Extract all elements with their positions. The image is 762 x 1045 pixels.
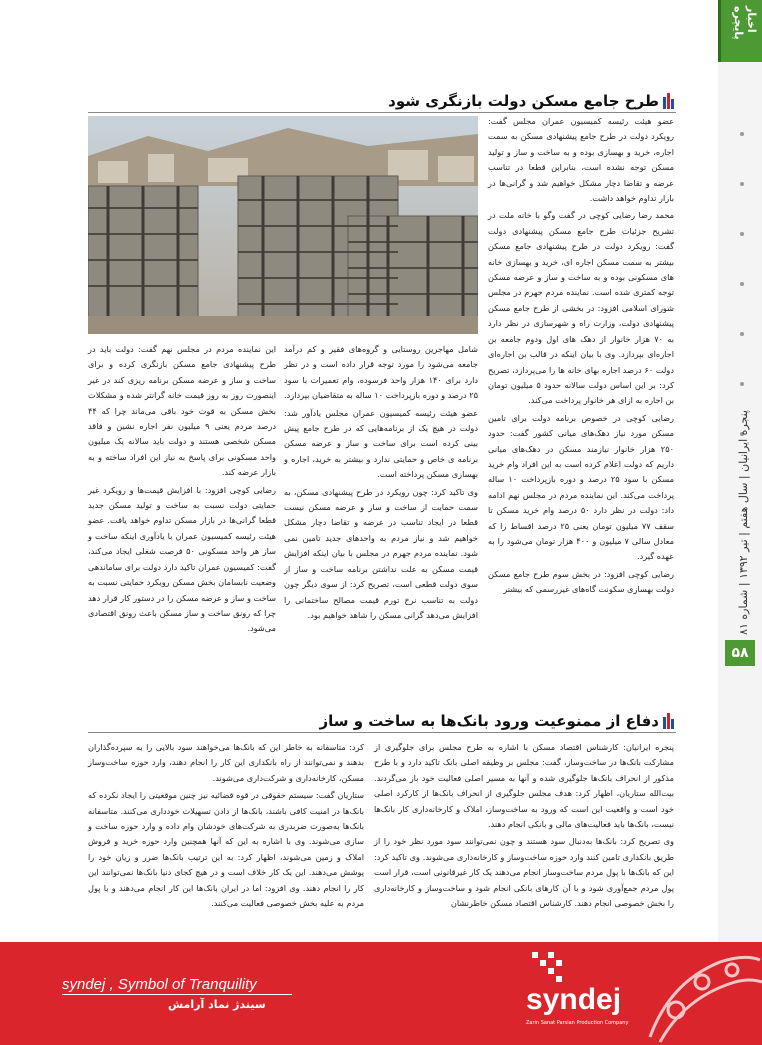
- paragraph: عضو هیئت رئیسه کمیسیون عمران مجلس یادآور شد: دولت در هیچ یک از برنامه‌هایی که در طرح جامع پیش بینی کرده است برای ساخت و ساز و عرضه مسکن برنامه ی خاص و حمایتی ندارد و بیشتر به خرید، اجاره و بهسازی مسکن پرداخته است.: [284, 407, 478, 480]
- article-title: [388, 92, 674, 110]
- paragraph: ستاریان گفت: سیستم حقوقی در قوه قضائیه نیز چنین موقعیتی را ایجاد نکرده که بانک‌ها در امنیت کافی باشند، بانک‌ها از دادن تسهیلات خودداری می‌کنند. متاسفانه بانک‌ها به‌صورت ضربدری به شرکت‌های خودشان وام داده و وارد حوزه ساخت و سازی می‌شوند. وی با اشاره به این که آنها همچنین وارد حوزه خرید و فروش املاک و زمین می‌شوند، اظهار کرد: به این ترتیب بانک‌ها ضرر و زیان خود را پوشش می‌دهند. این یک کار خلاف است و در هیچ کجای دنیا بانک‌ها نمی‌توانند این کار را انجام دهند. وی افزود: اما در ایران بانک‌ها این کار انجام می‌دهند و با پول مردم به علیه بخش خصوصی فعالیت می‌کنند.: [88, 790, 364, 909]
- page-number: ۵۸: [725, 640, 755, 666]
- paragraph: عضو هیئت رئیسه کمیسیون عمران مجلس گفت: رویکرد دولت در طرح جامع پیشنهادی مسکن به سمت اجاره، خرید و بهسازی بوده و به ساخت و ساز و تولید مسکن توجه نشده است، بنابراین قطعا در تناسب عرضه و تقاضا دچار مشکل خواهیم شد و گرانی‌ها در بازار تداوم خواهد داشت.: [488, 116, 674, 204]
- issue-info: پنجره ایرانیان | سال هفتم | تیر ۱۳۹۲ | شماره ۸۱: [737, 410, 750, 635]
- construction-photo: [88, 116, 478, 334]
- paragraph: شامل مهاجرین روستایی و گروه‌های فقیر و کم درآمد جامعه می‌شود را مورد توجه قرار داده است و در نظر دارد برای ۱۴۰ هزار واحد فرسوده، وام تعمیرات با سود ۲۵ درصد و دوره بازپرداخت ۱۰ ساله به متقاضیان بپردازد.: [284, 344, 478, 401]
- building-icon: [663, 93, 674, 109]
- paragraph: محمد رضا رضایی کوچی در گفت وگو با خانه ملت در تشریح جزئیات طرح جامع مسکن پیشنهادی دولت گفت: رویکرد دولت در طرح پیشنهادی جامع مسکن بیشتر به سمت مسکن اجاره ای، خرید و بهسازی خانه های مسکونی بوده و به ساخت و ساز و عرضه مسکن توجه کمتری شده است. نماینده مردم جهرم در مجلس شورای اسلامی افزود: در بخشی از طرح جامع مسکن پیشنهادی دولت، وزارت راه و شهرسازی در نظر دارد به ۷۰ هزار خانوار از دهک های اول ودوم جامعه بن اجاره‌ای بپردازد. وی با بیان اینکه در قالب بن اجاره‌ای دولت ۶۰ درصد اجاره بهای خانه ها را می‌پردازد، تصریح کرد: بر این اساس دولت سالانه حدود ۵ میلیون تومان بن اجاره به ازای هر خانوار پرداخت می‌کند.: [488, 210, 675, 406]
- paragraph: وی تصریح کرد: بانک‌ها به‌دنبال سود هستند و چون نمی‌توانند سود مورد نظر خود را از طریق بانکداری تامین کنند وارد حوزه ساخت‌وساز و کارخانه‌داری می‌شوند. وی تاکید کرد: این که بانک‌ها با پول مردم ساخت‌وساز انجام می‌دهند یک کار غیرقانونی است، قرار است پول مردم جمع‌آوری شود و با آن کارهای بانکی انجام شود و ساخت‌وساز و کارخانه‌داری را بخش خصوصی انجام دهند. کارشناس اقتصاد مسکن خاطرنشان: [374, 836, 674, 909]
- ornament-icon: [640, 942, 762, 1045]
- dot-icon: [740, 132, 744, 136]
- tagline-en: syndej , Symbol of Tranquility: [62, 976, 257, 993]
- syndej-logo-icon: [530, 950, 566, 984]
- dot-icon: [740, 382, 744, 386]
- paragraph: رضایی کوچی در خصوص برنامه دولت برای تامین مسکن مورد نیاز دهک‌های میانی کشور گفت: حدود ۲۵۰ هزار خانوار نیازمند مسکن در دهک‌های میانی داریم که دولت اعلام کرده است به این افراد وام خرید مسکن با سود ۲۵ درصد و دوره بازپرداخت ۱۰ ساله پرداخت می‌کند. این نماینده مردم در مجلس نهم ادامه داد: دولت در نظر دارد ۵۰ درصد وام خرید مسکن تا سقف ۷۷ میلیون تومان یعنی ۲۵ درصد اقساط را که معادل سالی ۷ میلیون و ۴۰۰ هزار تومان می‌شود را به عهده گیرد.: [488, 412, 674, 562]
- dot-icon: [740, 332, 744, 336]
- dot-icon: [740, 232, 744, 236]
- title-rule: [88, 732, 676, 733]
- paragraph: کرد: متاسفانه به خاطر این که بانک‌ها می‌خواهند سود بالایی را به سپرده‌گذاران بدهند و نمی‌توانند از راه بانکداری این کار را انجام دهند، وارد حوزه ساخت‌وساز مسکن، کارخانه‌داری و شرکت‌داری می‌شوند.: [88, 742, 364, 783]
- dot-icon: [740, 282, 744, 286]
- paragraph: پنجره ایرانیان: کارشناس اقتصاد مسکن با اشاره به طرح مجلس برای جلوگیری از مشارکت بانک‌ها در ساخت‌وساز، گفت: مجلس بر وظیفه اصلی بانک تاکید دارد و با طرح مذکور از انحراف بانک‌ها جلوگیری شده و آنها به مسیر اصلی فعالیت خود باز می‌گردند. بیت‌الله ستاریان، اظهار کرد: هدف مجلس جلوگیری از انحراف بانک‌ها از کارکرد اصلی خود است و واقعیت این است که ورود به ساخت‌وساز، املاک و کارخانه‌داری کار بانک‌ها نیست، بانک‌ها باید فعالیت‌های مالی و بانکی انجام دهند.: [374, 742, 674, 830]
- article2-column-right: [374, 740, 674, 913]
- article1-column-left: [88, 342, 276, 639]
- tagline-fa: سیندژ نماد آرامش: [168, 998, 266, 1011]
- article1-column-right: [488, 114, 674, 600]
- dot-icon: [740, 182, 744, 186]
- paragraph: وی تاکید کرد: چون رویکرد در طرح پیشنهادی مسکن، به سمت حمایت از ساخت و ساز و عرضه مسکن نیست قطعا در ایجاد تناسب در عرضه و تقاضا دچار مشکل خواهیم شد و نیاز مردم به واحدهای جدید تامین نمی شود. نماینده مردم جهرم در مجلس با بیان اینکه افزایش قیمت مسکن به علت نداشتن برنامه ساخت و ساز از سوی دولت قطعی است، تصریح کرد: از سوی دیگر چون دولت به تناسب نرخ تورم قیمت مصالح ساختمانی را افزایش می‌دهد گرانی مسکن را شاهد خواهیم بود.: [284, 486, 478, 620]
- section-tab-label: اخبار پایچره: [732, 6, 758, 40]
- article-title-text: طرح جامع مسکن دولت بازنگری شود: [388, 92, 659, 110]
- tagline-divider: [62, 994, 292, 995]
- section-tab: [718, 0, 762, 62]
- article1-column-middle: [284, 342, 478, 625]
- article-title-text: دفاع از ممنوعیت ورود بانک‌ها به ساخت و ساز: [319, 712, 659, 730]
- article-title: [320, 712, 675, 730]
- paragraph: رضایی کوچی افزود: در بخش سوم طرح جامع مسکن دولت بهسازی سکونت گاه‌های غیررسمی که بیشتر: [488, 568, 674, 595]
- brand-subtitle: Zarin Sanat Parsian Production Company: [526, 1020, 629, 1026]
- building-icon: [663, 713, 674, 729]
- paragraph: این نماینده مردم در مجلس نهم گفت: دولت باید در طرح پیشنهادی جامع مسکن بازنگری کرده و برای ساخت و ساز و عرضه مسکن برنامه ریزی کند در غیر اینصورت روز به روز قیمت خانه گرانتر شده و مشکلات بخش مسکن به قوت خود باقی می‌ماند چرا که ۴۴ درصد مردم یعنی ۹ میلیون نفر اجاره نشین و فاقد مسکن شخصی هستند و دولت باید سالانه یک میلیون واحد مسکونی برای پاسخ به نیاز این افراد ساخته و به بازار عرضه کند.: [88, 344, 276, 478]
- paragraph: رضایی کوچی افزود: با افزایش قیمت‌ها و رویکرد غیر حمایتی دولت نسبت به ساخت و تولید مسکن جدید قطعا گرانی‌ها در بازار مسکن تداوم خواهد یافت. عضو هیئت رئیسه کمیسیون عمران با یادآوری اینکه ساخت و ساز هر واحد مسکونی ۵۰ فرصت شغلی ایجاد می‌کند، گفت: کمیسیون عمران تاکید دارد دولت برای ساماندهی وضعیت نابسامان بخش مسکن رویکرد حمایتی نسبت به ساخت و ساز و عرضه مسکن را در دستور کار قرار دهد چرا که رونق ساخت و ساز مسکن باعث رونق اقتصادی می‌شود.: [88, 484, 276, 634]
- article2-column-left: [88, 740, 364, 913]
- title-rule: [88, 112, 676, 113]
- brand-name: syndej: [526, 983, 622, 1016]
